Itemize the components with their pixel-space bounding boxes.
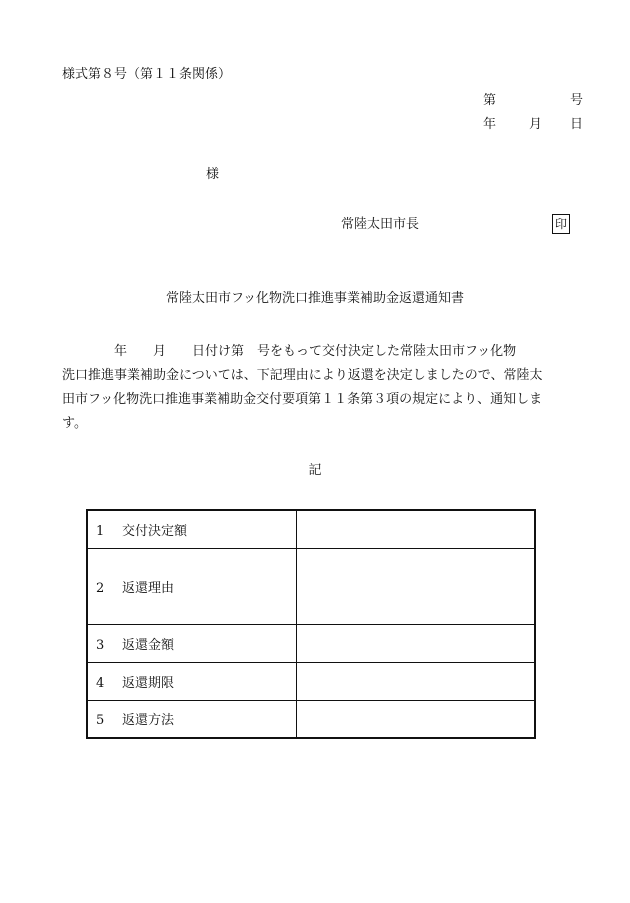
row-label: 交付決定額 bbox=[122, 523, 188, 539]
addressee-honorific: 様 bbox=[206, 167, 220, 182]
row-label: 返還理由 bbox=[122, 580, 175, 596]
row-number: 3 bbox=[96, 637, 105, 653]
ki-heading: 記 bbox=[308, 463, 322, 478]
table-row bbox=[87, 624, 535, 662]
detail-table bbox=[86, 509, 536, 739]
sender-name: 常陸太田市長 bbox=[341, 217, 420, 232]
row-label-cell bbox=[87, 700, 296, 738]
table-row bbox=[87, 662, 535, 700]
row-label-cell bbox=[87, 624, 296, 662]
body-paragraph bbox=[62, 340, 583, 436]
body-line: 年 月 日付け第 号をもって交付決定した常陸太田市フッ化物 bbox=[62, 344, 517, 359]
return-deadline-field[interactable] bbox=[296, 662, 535, 700]
date-year: 年 bbox=[483, 117, 497, 132]
table-row bbox=[87, 510, 535, 548]
document-number-prefix: 第 bbox=[483, 93, 497, 108]
document-number-suffix: 号 bbox=[569, 93, 583, 108]
body-line: 洗口推進事業補助金については、下記理由により返還を決定しましたので、常陸太 bbox=[62, 368, 543, 383]
date-day: 日 bbox=[569, 117, 583, 132]
row-number: 1 bbox=[96, 523, 105, 539]
row-number: 4 bbox=[96, 675, 105, 691]
document-title: 常陸太田市フッ化物洗口推進事業補助金返還通知書 bbox=[165, 291, 465, 306]
row-label-cell bbox=[87, 548, 296, 624]
row-label: 返還期限 bbox=[122, 675, 175, 691]
row-label: 返還方法 bbox=[122, 713, 175, 729]
row-number: 2 bbox=[96, 580, 105, 596]
body-line: 田市フッ化物洗口推進事業補助金交付要項第１１条第３項の規定により、通知しま bbox=[62, 392, 543, 407]
table-row bbox=[87, 548, 535, 624]
row-label-cell bbox=[87, 662, 296, 700]
row-number: 5 bbox=[96, 713, 105, 729]
date-month: 月 bbox=[529, 117, 543, 132]
form-number: 様式第８号（第１１条関係） bbox=[62, 67, 232, 82]
return-method-field[interactable] bbox=[296, 700, 535, 738]
body-line: す。 bbox=[62, 416, 87, 431]
return-amount-field[interactable] bbox=[296, 624, 535, 662]
row-label: 返還金額 bbox=[122, 637, 175, 653]
return-reason-field[interactable] bbox=[296, 548, 535, 624]
table-row bbox=[87, 700, 535, 738]
row-label-cell bbox=[87, 510, 296, 548]
grant-amount-field[interactable] bbox=[296, 510, 535, 548]
seal-mark: 印 bbox=[552, 214, 570, 234]
